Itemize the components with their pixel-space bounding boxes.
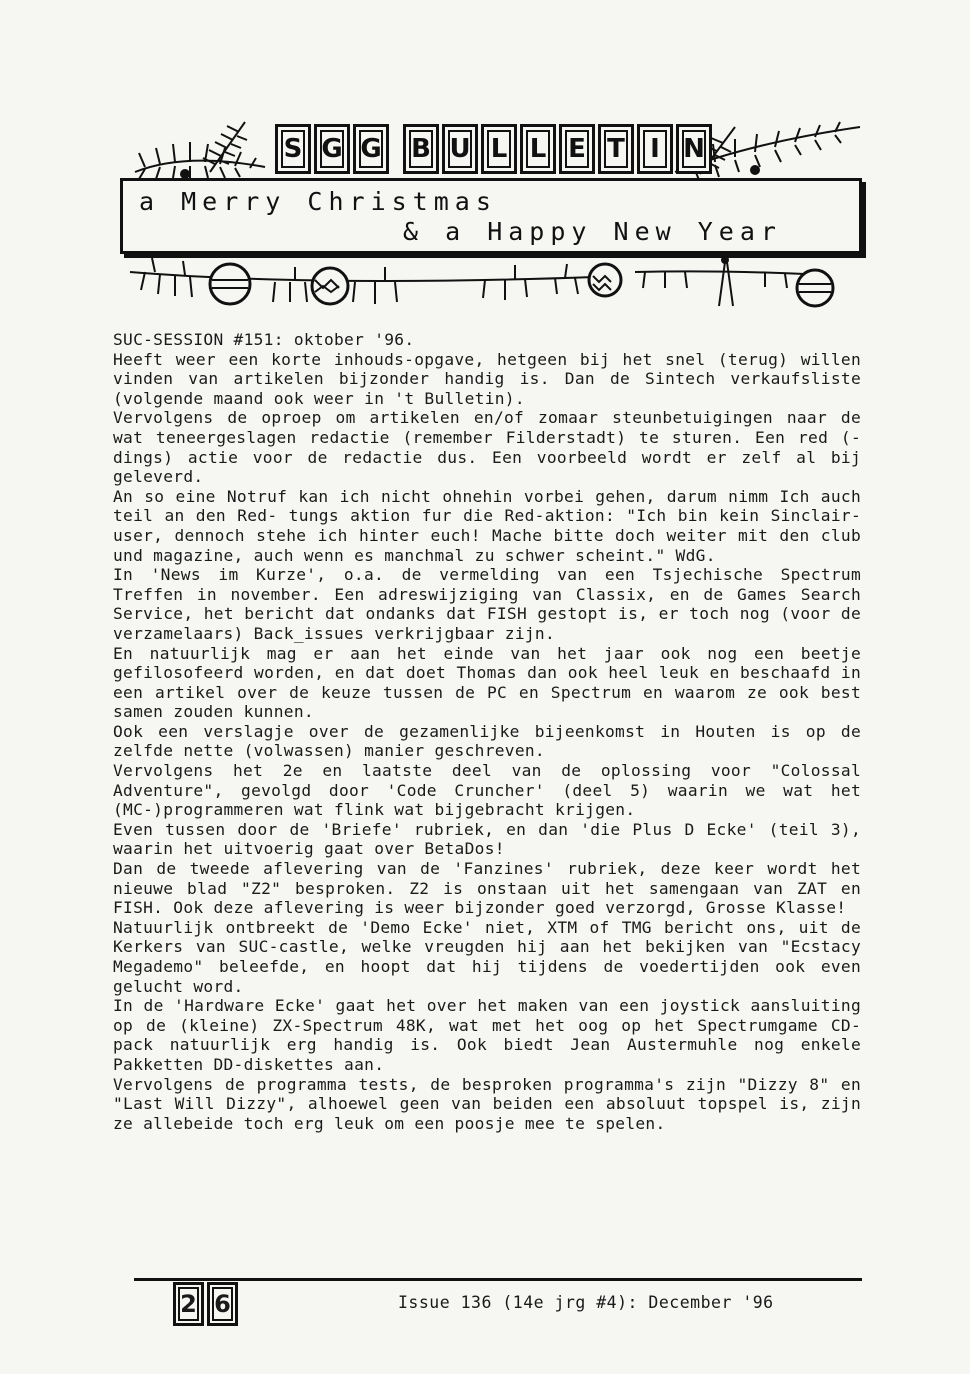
title-letter: B [403, 124, 439, 174]
paragraph: Vervolgens het 2e en laatste deel van de oplossing voor "Colossal Adventure", gevolgd door 'Code Cruncher' (deel 5) waarin we wat het (MC-)programmeren wat flink wat bijgebracht krijgen. [113, 761, 861, 820]
title-word-sgg [275, 124, 389, 174]
page-digit: 2 [173, 1282, 204, 1326]
greeting-line-2: & a Happy New Year [403, 217, 782, 246]
paragraph: Even tussen door de 'Briefe' rubriek, en dan 'die Plus D Ecke' (teil 3), waarin het uitvoerig gaat over BetaDos! [113, 819, 861, 859]
page-number [173, 1282, 238, 1326]
paragraph: Natuurlijk ontbreekt de 'Demo Ecke' niet, XTM of TMG bericht ons, uit de Kerkers van SUC-castle, welke vreugden hij aan het bekijken van "Ecstacy Megademo" beleefde, en hoopt dat hij tijdens de voedertijden ook even gelucht word. [113, 917, 861, 996]
paragraph: Heeft weer een korte inhouds-opgave, hetgeen bij het snel (terug) willen vinden van artikelen bijzonder handig is. Dan de Sintech verkaufsliste (volgende maand ook weer in 't Bulletin). [113, 349, 861, 408]
paragraph: Dan de tweede aflevering van de 'Fanzines' rubriek, deze keer wordt het nieuwe blad "Z2" besproken. Z2 is onstaan uit het samengaan van ZAT en FISH. Ook deze aflevering is weer bijzonder goed verzorgd, Grosse Klasse! [113, 859, 861, 918]
title-letter: G [353, 124, 389, 174]
footer-rule [134, 1278, 862, 1281]
title-letter: G [314, 124, 350, 174]
title-word-bulletin [403, 124, 712, 174]
greeting-line-1: a Merry Christmas [139, 187, 497, 216]
paragraph: An so eine Notruf kan ich nicht ohnehin vorbei gehen, darum nimm Ich auch teil an den Red- tungs aktion fur die Red-aktion: "Ich bin kein Sinclair- user, dennoch stehe ich hinter euch! Mache bitte doch weiter mit den club und magazine, auch wenn es manchmal zu schwer scheint." WdG. [113, 486, 861, 565]
bulletin-title [275, 124, 712, 174]
title-letter: E [559, 124, 595, 174]
page-digit: 6 [207, 1282, 238, 1326]
issue-info: Issue 136 (14e jrg #4): December '96 [398, 1293, 774, 1312]
paragraph: Vervolgens de programma tests, de besproken programma's zijn "Dizzy 8" en "Last Will Dizzy", alhoewel geen van beiden een absoluut topspel is, zijn ze allebeide toch erg leuk om een poosje mee te spelen. [113, 1074, 861, 1133]
ornament-garland-icon [115, 252, 865, 312]
article-body [113, 330, 861, 1133]
paragraph: En natuurlijk mag er aan het einde van het jaar ook nog een beetje gefilosofeerd worden, en dat doet Thomas dan ook heel leuk en beschaafd in een artikel over de keuze tussen de PC en Spectrum en waarom ze ook best samen zouden kunnen. [113, 643, 861, 722]
paragraph: Vervolgens de oproep om artikelen en/of zomaar steunbetuigingen naar de wat teneergeslagen redactie (remember Filderstadt) te sturen. Een red (-dings) actie voor de redactie dus. Een voorbeeld wordt er zelf al bij geleverd. [113, 408, 861, 487]
title-letter: I [637, 124, 673, 174]
paragraph: In de 'Hardware Ecke' gaat het over het maken van een joystick aansluiting op de (kleine) ZX-Spectrum 48K, wat met het oog op het Spectrumgame CD-pack natuurlijk erg handig is. Ook biedt Jean Austermuhle nog enkele Pakketten DD-diskettes aan. [113, 996, 861, 1074]
title-letter: L [481, 124, 517, 174]
title-letter: L [520, 124, 556, 174]
title-letter: T [598, 124, 634, 174]
title-letter: N [676, 124, 712, 174]
paragraph: SUC-SESSION #151: oktober '96. [113, 330, 415, 349]
masthead [115, 112, 865, 312]
greeting-banner [120, 178, 862, 254]
paragraph: Ook een verslagje over de gezamenlijke bijeenkomst in Houten is op de zelfde nette (volwassen) manier geschreven. [113, 721, 861, 761]
title-letter: S [275, 124, 311, 174]
title-letter: U [442, 124, 478, 174]
paragraph: In 'News im Kurze', o.a. de vermelding van een Tsjechische Spectrum Treffen in november. Een adreswijziging van Classix, en de Games Search Service, het bericht dat ondanks dat FISH gestopt is, er toch nog (voor de verzamelaars) Back_issues verkrijgbaar zijn. [113, 565, 861, 643]
